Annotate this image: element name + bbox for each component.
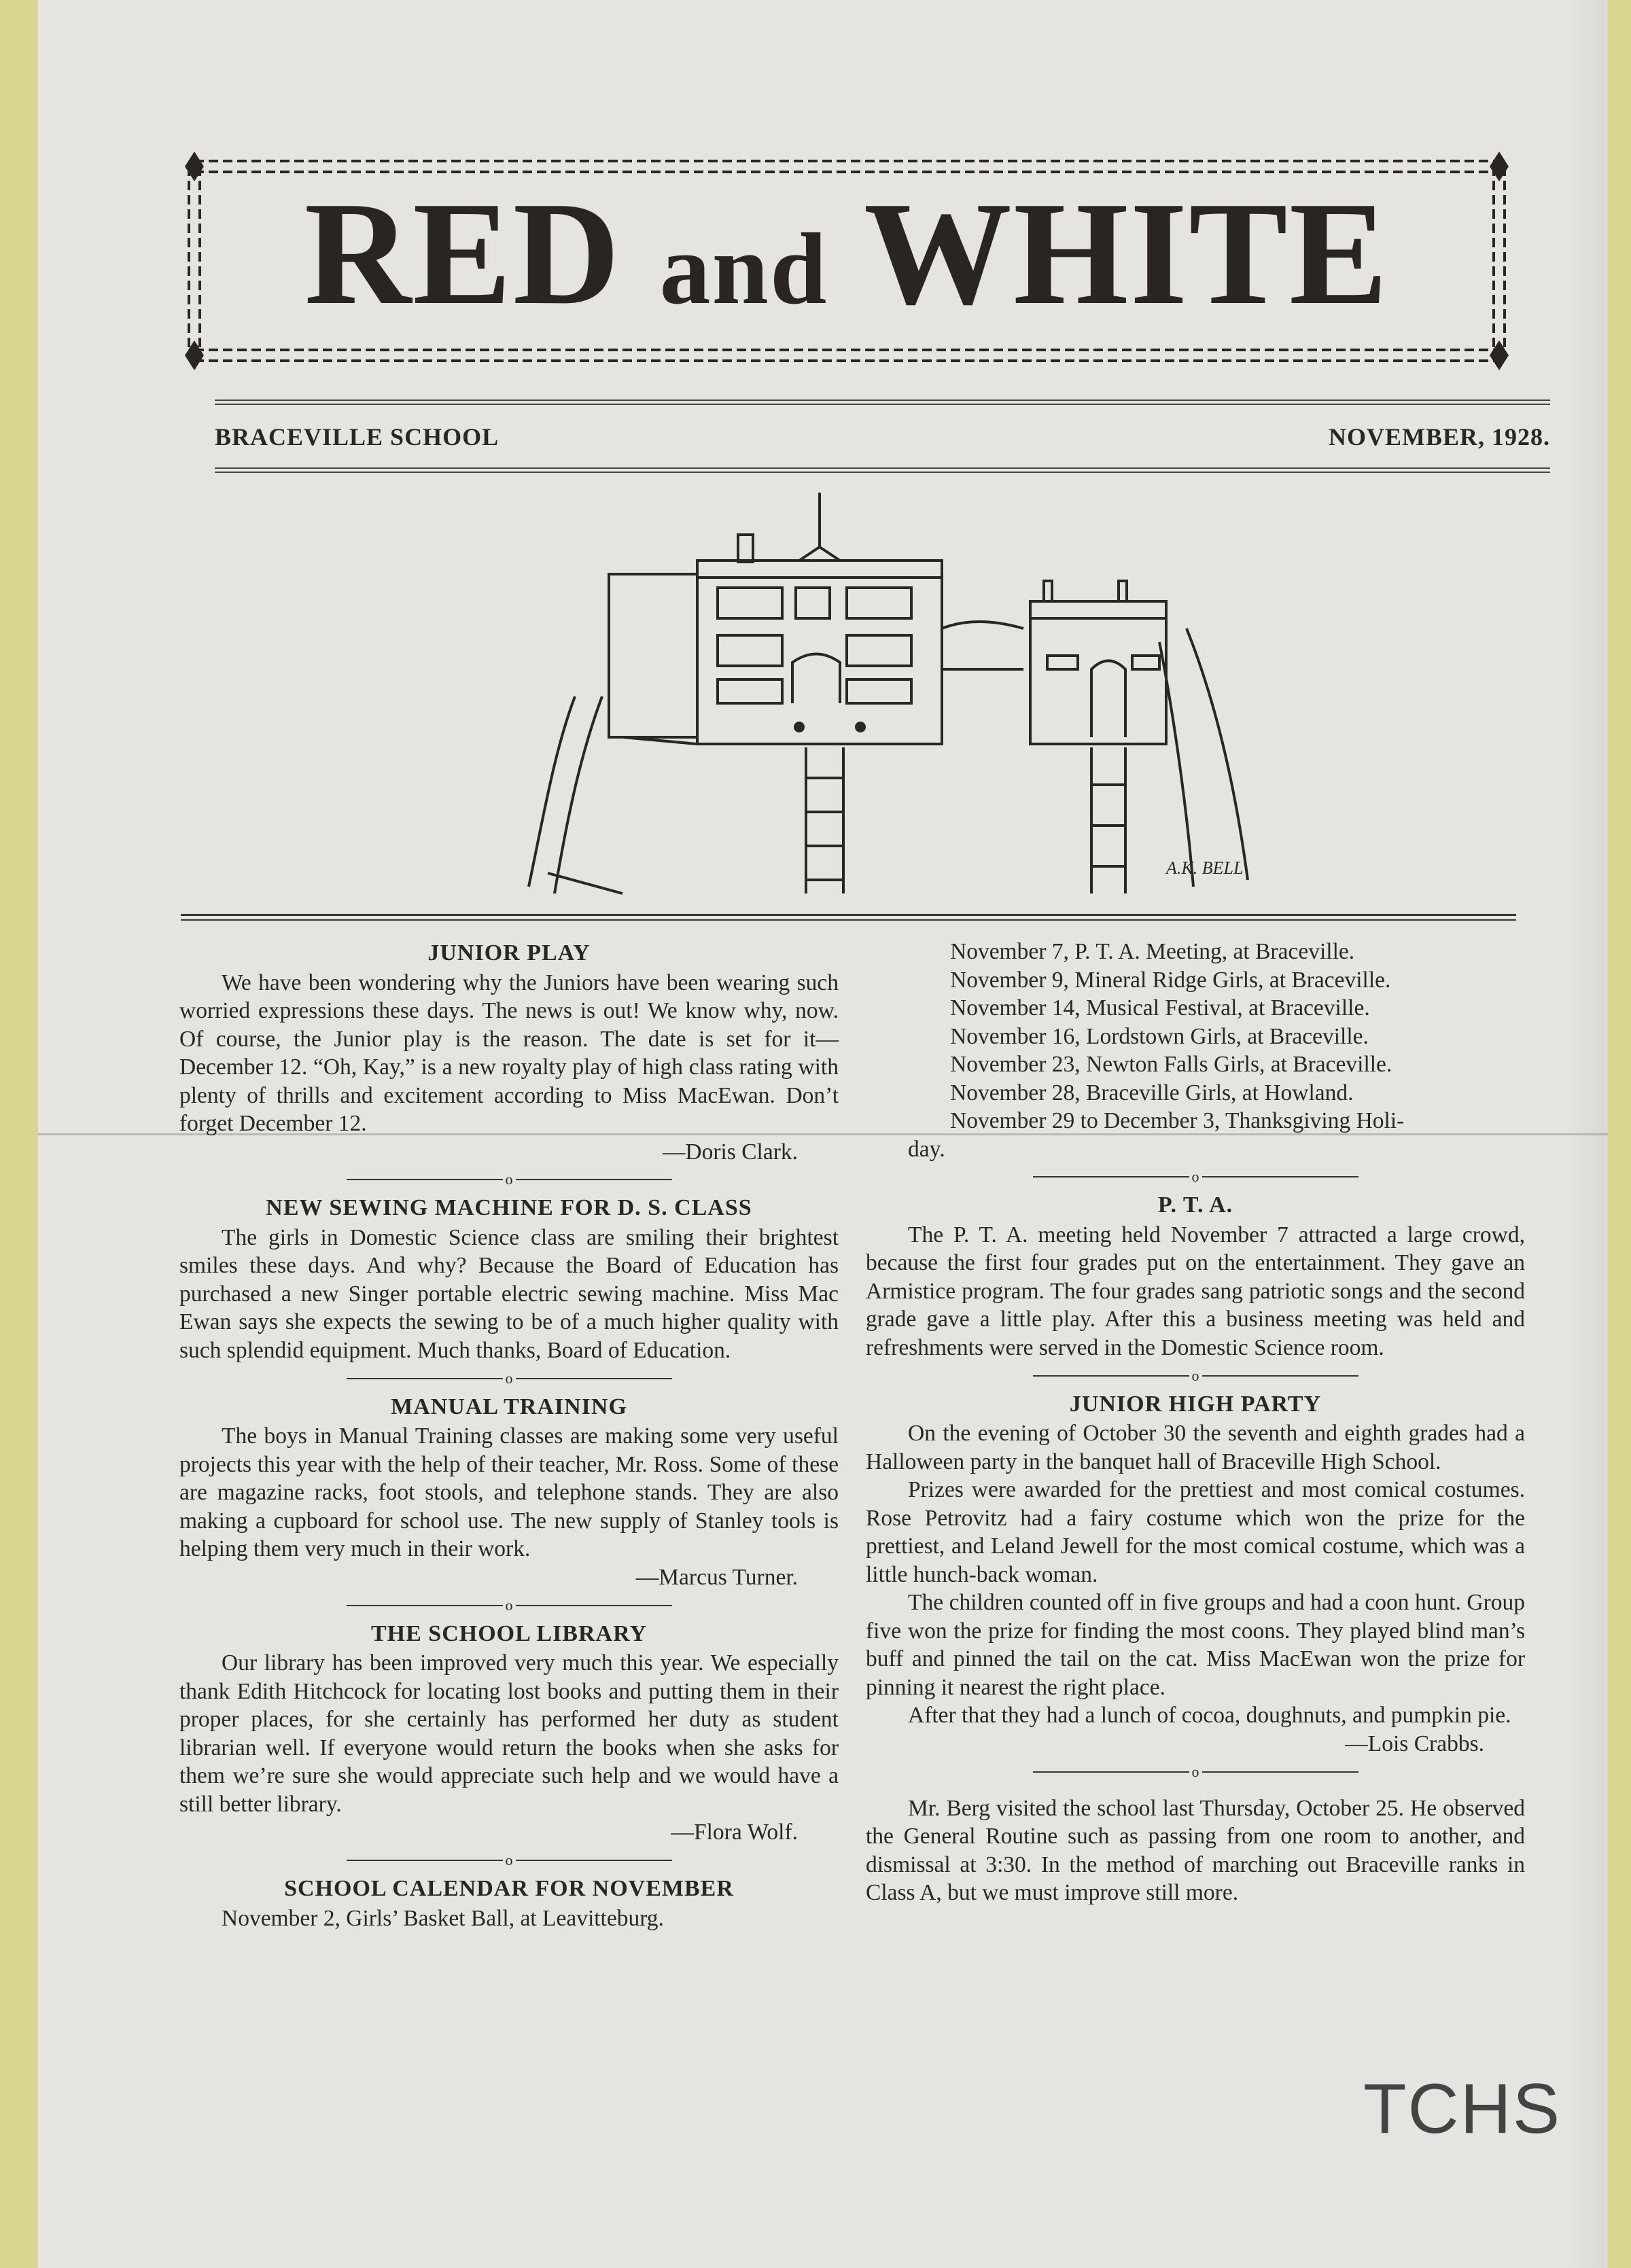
newspaper-page xyxy=(38,0,1608,2268)
calendar-entry: November 2, Girls’ Basket Ball, at Leavitteburg. xyxy=(222,1905,664,1931)
sewing-body: The girls in Domestic Science class are smiling their brightest smiles these days. And why? Because the Board of Education has purchased a new Singer portable electric sewing machine. Miss Mac Ewan says she expects the sewing to be of a much higher quality with such splendid equipment. Much thanks, Board of Education. xyxy=(179,1224,839,1363)
sewing-heading: NEW SEWING MACHINE FOR D. S. CLASS xyxy=(266,1195,752,1221)
library-body: Our library has been improved very much this year. We especially thank Edith Hitchcock for locating lost books and putting them in their proper places, for she certainly has performed her duty as student librarian well. If everyone would return the books when she asks for them we’re sure she would appreciate such help and we would have a still better library. xyxy=(179,1650,839,1817)
school-name: BRACEVILLE SCHOOL xyxy=(215,423,499,450)
artist-signature: A.K. BELL xyxy=(1166,858,1244,878)
separator: o xyxy=(866,1163,1525,1190)
junior-play-heading: JUNIOR PLAY xyxy=(427,940,591,965)
party-paragraph: After that they had a lunch of cocoa, doughnuts, and pumpkin pie. xyxy=(908,1703,1511,1729)
library-byline: —Flora Wolf. xyxy=(671,1820,798,1845)
manual-training-heading: MANUAL TRAINING xyxy=(391,1394,627,1419)
calendar-heading: SCHOOL CALENDAR FOR NOVEMBER xyxy=(284,1876,734,1902)
party-paragraph: The children counted off in five groups and had a coon hunt. Group five won the prize for finding the most coons. They played blind man’s buff and pinned the tail on the cat. Miss MacEwan won the prize for pinning it nearest the right place. xyxy=(866,1590,1525,1700)
separator: o xyxy=(866,1758,1525,1784)
tchs-watermark: TCHS xyxy=(1363,2070,1562,2148)
pta-heading: P. T. A. xyxy=(1157,1192,1233,1218)
left-column xyxy=(179,938,839,1932)
calendar-entry: November 7, P. T. A. Meeting, at Braceville. xyxy=(950,939,1355,964)
manual-training-byline: —Marcus Turner. xyxy=(635,1564,798,1590)
calendar-entry: November 23, Newton Falls Girls, at Braceville. xyxy=(950,1052,1392,1077)
pta-body: The P. T. A. meeting held November 7 attracted a large crowd, because the first four grades put on the entertainment. They gave an Armistice program. The four grades sang patriotic songs and the second grade gave a little play. After this a business meeting was held and refreshments were served in the Domestic Science room. xyxy=(866,1222,1525,1360)
calendar-entry: day. xyxy=(908,1136,945,1162)
party-paragraph: Prizes were awarded for the prettiest and most comical costumes. Rose Petrovitz had a fairy costume which won the prize for the prettiest, and Leland Jewell for the most comical costume, which was a little hunch-back woman. xyxy=(866,1477,1525,1587)
party-byline: —Lois Crabbs. xyxy=(1345,1731,1484,1756)
right-column xyxy=(866,938,1525,1907)
masthead xyxy=(174,146,1520,370)
separator: o xyxy=(179,1364,839,1391)
calendar-entry: November 16, Lordstown Girls, at Braceville. xyxy=(950,1023,1369,1049)
school-building-illustration xyxy=(480,493,1295,900)
separator: o xyxy=(179,1166,839,1192)
berg-visit-body: Mr. Berg visited the school last Thursday, October 25. He observed the General Routine such as passing from one room to another, and dismissal at 3:30. In the method of marching out Braceville ranks in Class A, but we must improve still more. xyxy=(866,1795,1525,1906)
section-divider xyxy=(181,914,1516,916)
separator: o xyxy=(179,1847,839,1873)
junior-play-body: We have been wondering why the Juniors have been wearing such worried expressions these days. The news is out! We know why, now. Of course, the Junior play is the reason. The date is set for it—December 12. “Oh, Kay,” is a new royalty play of high class rating with plenty of thrills and excitement according to Miss MacEwan. Don’t forget December 12. xyxy=(179,970,839,1136)
calendar-entry: November 28, Braceville Girls, at Howland. xyxy=(950,1080,1354,1105)
separator: o xyxy=(866,1362,1525,1388)
issue-date: NOVEMBER, 1928. xyxy=(1328,423,1550,450)
calendar-entry: November 14, Musical Festival, at Braceville. xyxy=(950,995,1370,1021)
calendar-entry: November 29 to December 3, Thanksgiving Holi- xyxy=(950,1108,1405,1133)
junior-play-byline: —Doris Clark. xyxy=(662,1139,798,1165)
manual-training-body: The boys in Manual Training classes are making some very useful projects this year with the help of their teacher, Mr. Ross. Some of these are magazine racks, foot stools, and telephone stands. They are also making a cupboard for school use. The new supply of Stanley tools is helping them very much in their work. xyxy=(179,1423,839,1562)
party-heading: JUNIOR HIGH PARTY xyxy=(1069,1391,1322,1417)
party-paragraph: On the evening of October 30 the seventh and eighth grades had a Halloween party in the banquet hall of Braceville High School. xyxy=(866,1421,1525,1474)
calendar-entry: November 9, Mineral Ridge Girls, at Braceville. xyxy=(950,967,1391,993)
dateline xyxy=(215,400,1550,474)
newspaper-title: RED and WHITE xyxy=(304,172,1390,336)
calendar-continued xyxy=(866,938,1525,1163)
separator: o xyxy=(179,1591,839,1618)
library-heading: THE SCHOOL LIBRARY xyxy=(370,1620,647,1646)
school-drawing xyxy=(480,493,1295,900)
